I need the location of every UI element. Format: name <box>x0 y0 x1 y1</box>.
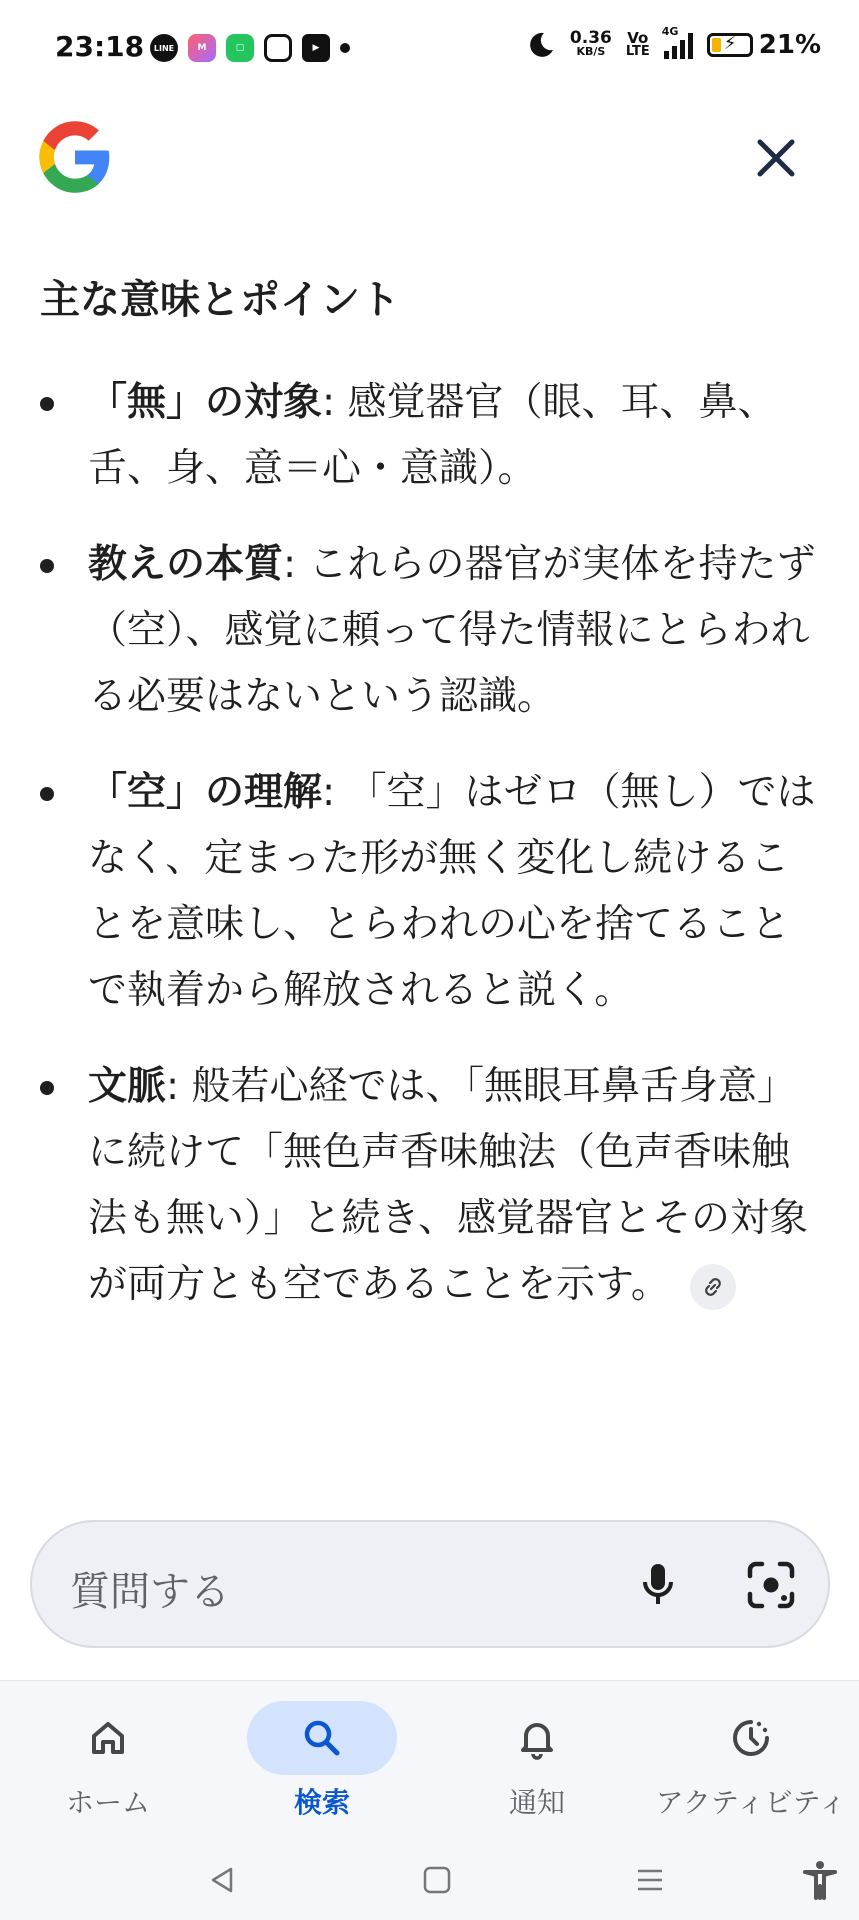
bullet-term: 「無」の対象 <box>88 380 323 425</box>
battery-icon: ⚡ <box>707 33 753 57</box>
link-icon <box>701 1275 725 1299</box>
bullet-text: : 感覚器官（眼、耳、鼻、舌、身、意＝心・意識）。 <box>88 380 777 491</box>
home-button[interactable] <box>415 1858 459 1902</box>
status-time: 23:18 <box>55 30 145 63</box>
more-notifications-dot <box>340 43 350 53</box>
mic-icon[interactable] <box>632 1558 684 1610</box>
nav-label: アクティビティ <box>655 1786 847 1819</box>
accessibility-icon <box>802 1860 838 1900</box>
search-icon <box>299 1715 345 1761</box>
bullet-term: 「空」の理解 <box>88 770 323 815</box>
bottom-nav <box>0 1680 859 1841</box>
section-title: 主な意味とポイント <box>40 277 400 323</box>
instagram-icon <box>264 34 292 62</box>
status-bar <box>0 0 859 100</box>
signal-icon: 4G <box>664 31 693 59</box>
bullet-term: 教えの本質 <box>88 542 284 587</box>
accessibility-button[interactable] <box>798 1858 842 1902</box>
list-item <box>40 760 820 1024</box>
volte-indicator: Vo LTE <box>625 29 650 59</box>
lens-camera-icon[interactable] <box>744 1558 798 1612</box>
bullet-text: : これらの器官が実体を持たず（空）、感覚に頼って得た情報にとらわれる必要はないという認識。 <box>88 542 816 719</box>
bullet-text: : 般若心経では、「無眼耳鼻舌身意」に続けて「無色声香味触法（色声香味触法も無い）」と続き、感覚器官とその対象が両方とも空であることを示す。 <box>88 1064 808 1307</box>
list-item <box>40 532 820 730</box>
system-nav-bar <box>0 1840 859 1920</box>
ask-input[interactable] <box>30 1520 830 1648</box>
google-g-logo <box>36 118 114 196</box>
bell-icon <box>515 1716 559 1760</box>
square-icon <box>422 1865 452 1895</box>
list-item <box>40 370 820 502</box>
battery-indicator <box>707 30 821 60</box>
green-app-icon: ▢ <box>226 34 254 62</box>
nav-activity[interactable] <box>651 1681 851 1821</box>
notification-icons <box>150 34 350 62</box>
moon-icon <box>526 30 556 60</box>
system-status <box>526 25 821 60</box>
network-speed: 0.36 KB/S <box>569 28 612 58</box>
nav-search[interactable] <box>222 1681 422 1821</box>
b-app-icon: ▶ <box>302 34 330 62</box>
recents-button[interactable] <box>628 1858 672 1902</box>
home-icon <box>86 1716 130 1760</box>
back-icon <box>207 1865 237 1895</box>
battery-percent: 21% <box>758 30 821 60</box>
nav-label: 通知 <box>508 1786 565 1819</box>
line-icon: LINE <box>150 34 178 62</box>
nav-home[interactable] <box>8 1681 208 1821</box>
activity-icon <box>728 1715 774 1761</box>
source-link-button[interactable] <box>690 1264 736 1310</box>
back-button[interactable] <box>200 1858 244 1902</box>
bullet-term: 文脈 <box>88 1064 167 1109</box>
list-item <box>40 1054 820 1318</box>
close-icon[interactable] <box>753 135 799 181</box>
m-app-icon: M <box>188 34 216 62</box>
nav-label: ホーム <box>65 1786 150 1819</box>
nav-label: 検索 <box>293 1786 350 1819</box>
nav-notifications[interactable] <box>437 1681 637 1821</box>
ask-placeholder: 質問する <box>70 1569 230 1615</box>
bullet-text: : 「空」はゼロ（無し）ではなく、定まった形が無く変化し続けることを意味し、とらわれの心を捨てることで執着から解放されると説く。 <box>88 770 816 1013</box>
bullet-list <box>40 370 820 1348</box>
menu-icon <box>635 1865 665 1895</box>
